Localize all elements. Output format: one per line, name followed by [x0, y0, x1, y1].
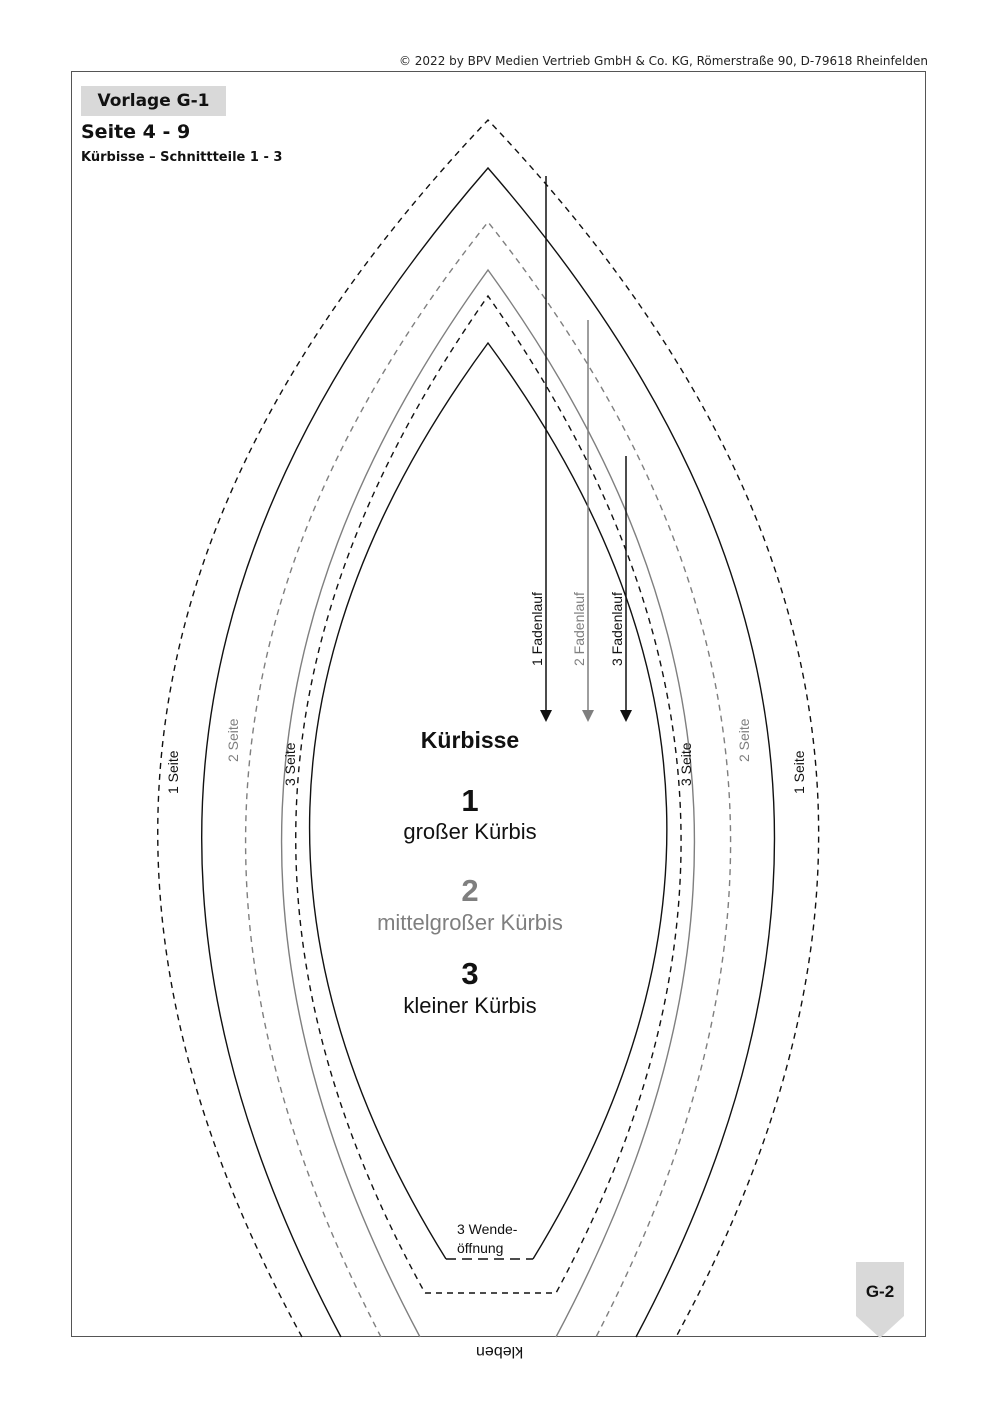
piece-2-seam-allowance — [246, 222, 731, 1337]
piece-2-number: 2 — [461, 873, 479, 908]
grain-arrow-3 — [620, 456, 632, 722]
vorlage-badge: Vorlage G-1 — [81, 86, 226, 116]
piece-1-name: großer Kürbis — [403, 819, 537, 844]
page-range-title: Seite 4 - 9 — [81, 121, 191, 143]
fadenlauf-2-label: 2 Fadenlauf — [571, 592, 587, 666]
seite-3-right-label: 3 Seite — [678, 742, 694, 786]
seite-2-left-label: 2 Seite — [225, 718, 241, 762]
wende-label-line1: 3 Wende- — [457, 1221, 518, 1237]
copyright-notice: © 2022 by BPV Medien Vertrieb GmbH & Co. KG, Römerstraße 90, D-79618 Rheinfelden — [398, 54, 928, 68]
seite-2-right-label: 2 Seite — [736, 718, 752, 762]
fadenlauf-1-label: 1 Fadenlauf — [529, 592, 545, 666]
glue-label: kleben — [476, 1343, 524, 1360]
wende-label-line2: öffnung — [457, 1240, 504, 1256]
center-title: Kürbisse — [420, 727, 520, 753]
seite-1-right-label: 1 Seite — [791, 750, 807, 794]
fadenlauf-3-label: 3 Fadenlauf — [609, 592, 625, 666]
page-tab-g2 — [856, 1262, 904, 1338]
piece-3-name: kleiner Kürbis — [403, 993, 537, 1018]
pattern-subtitle: Kürbisse – Schnittteile 1 - 3 — [81, 150, 283, 165]
seite-3-left-label: 3 Seite — [282, 742, 298, 786]
piece-3-number: 3 — [461, 956, 479, 991]
piece-2-name: mittelgroßer Kürbis — [377, 910, 563, 935]
seite-1-left-label: 1 Seite — [165, 750, 181, 794]
tab-label: G-2 — [865, 1282, 895, 1301]
piece-1-number: 1 — [461, 783, 479, 818]
